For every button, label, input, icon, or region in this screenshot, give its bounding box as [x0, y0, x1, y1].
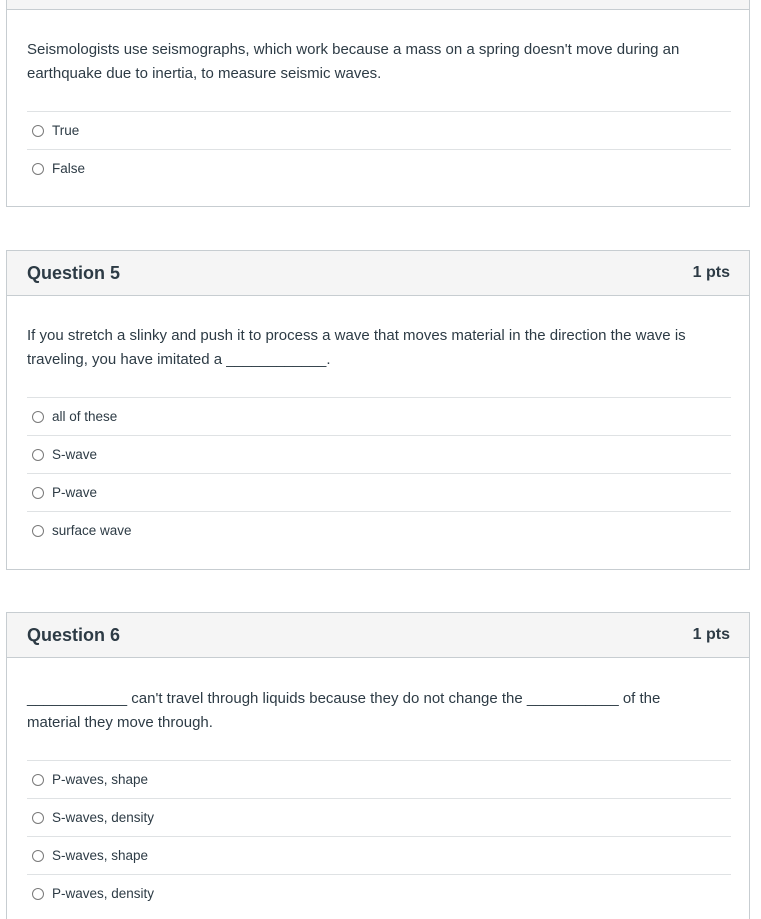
answer-option[interactable]: [27, 511, 731, 549]
answer-label: False: [52, 161, 86, 176]
answer-label: S-wave: [52, 447, 98, 462]
radio-button[interactable]: [32, 487, 44, 499]
answer-option[interactable]: [27, 760, 731, 798]
radio-button[interactable]: [32, 163, 44, 175]
question-title: Question 5: [27, 262, 121, 283]
question-points: 1 pts: [692, 626, 730, 643]
question-card-5: [6, 250, 750, 570]
radio-button[interactable]: [32, 850, 44, 862]
answer-option[interactable]: [27, 149, 731, 187]
radio-button[interactable]: [32, 812, 44, 824]
question-card-4: [6, 0, 750, 207]
question-header: [7, 613, 749, 658]
question-title: Question 6: [27, 624, 121, 645]
answer-label: S-waves, density: [52, 810, 155, 825]
answer-label: P-wave: [52, 485, 98, 500]
radio-button[interactable]: [32, 774, 44, 786]
answer-label: P-waves, density: [52, 886, 155, 901]
answer-label: S-waves, shape: [52, 848, 149, 863]
question-text: Seismologists use seismographs, which work because a mass on a spring doesn't move during an earthquake due to inertia, to measure seismic waves.: [27, 41, 680, 82]
answer-label: P-waves, shape: [52, 772, 149, 787]
question-header: [7, 251, 749, 296]
question-text: ____________ can't travel through liquids because they do not change the ___________ of the material they move through.: [27, 690, 661, 731]
answer-option[interactable]: [27, 397, 731, 435]
question-text: If you stretch a slinky and push it to process a wave that moves material in the direction the wave is traveling, you have imitated a ____________.: [27, 327, 686, 368]
radio-button[interactable]: [32, 449, 44, 461]
radio-button[interactable]: [32, 411, 44, 423]
radio-button[interactable]: [32, 125, 44, 137]
answer-list: [27, 760, 731, 912]
radio-button[interactable]: [32, 888, 44, 900]
answer-option[interactable]: [27, 874, 731, 912]
question-card-6: [6, 612, 750, 919]
answer-option[interactable]: [27, 111, 731, 149]
question-points: 1 pts: [692, 264, 730, 281]
answer-label: all of these: [52, 409, 118, 424]
answer-list: [27, 397, 731, 549]
answer-option[interactable]: [27, 798, 731, 836]
answer-option[interactable]: [27, 435, 731, 473]
answer-list: [27, 111, 731, 187]
answer-label: True: [52, 123, 80, 138]
radio-button[interactable]: [32, 525, 44, 537]
question-header: [7, 0, 749, 10]
answer-label: surface wave: [52, 523, 132, 538]
answer-option[interactable]: [27, 836, 731, 874]
answer-option[interactable]: [27, 473, 731, 511]
